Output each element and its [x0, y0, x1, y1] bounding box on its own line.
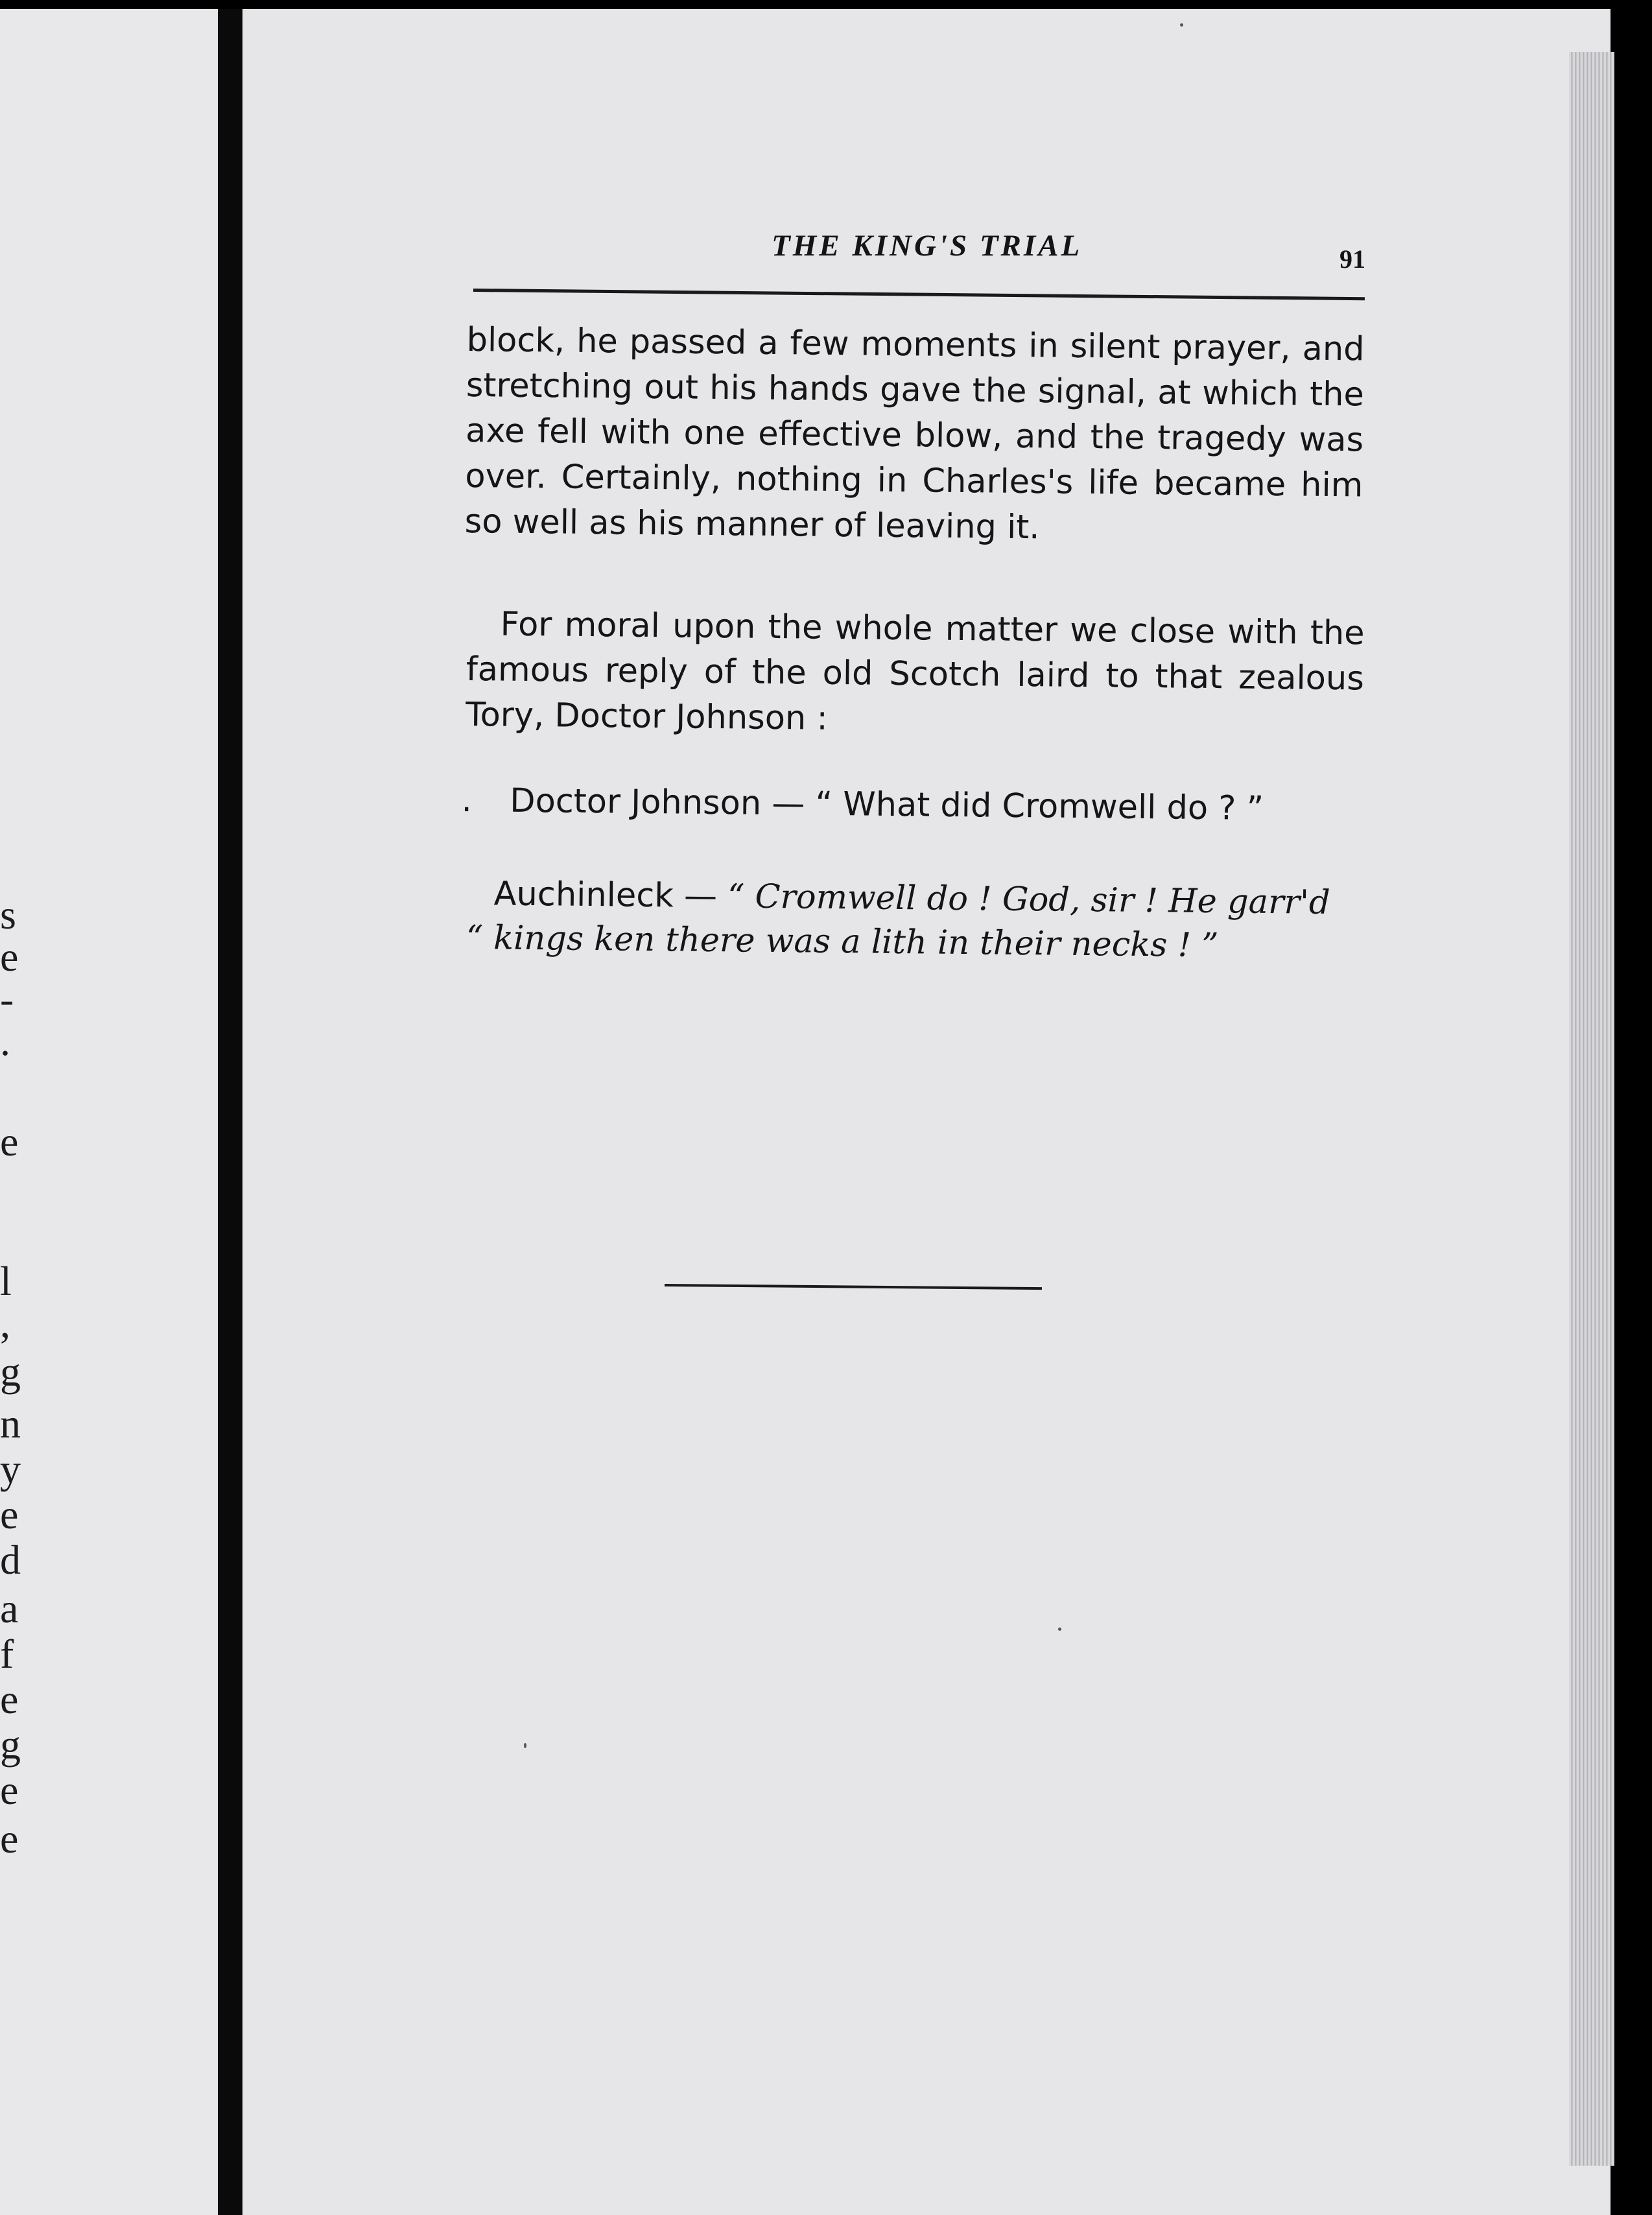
left-page-fragment: e: [0, 1676, 19, 1722]
left-page-fragment: e: [0, 1119, 19, 1165]
left-facing-page: [0, 9, 235, 2215]
page-edges: [1569, 52, 1614, 2166]
left-page-fragment: -: [0, 976, 14, 1022]
left-page-fragment: g: [0, 1722, 21, 1768]
paper-speck: [1180, 23, 1183, 27]
left-page-fragment: f: [0, 1631, 14, 1677]
text-line: stretching out his hands gave the signal, at which the: [466, 366, 1365, 414]
left-page-fragment: g: [0, 1349, 21, 1395]
left-page-fragment: e: [0, 1491, 19, 1537]
dialogue-auchinleck: [466, 872, 1352, 969]
dialogue-marker: .: [461, 781, 473, 820]
paper-speck: [1058, 1628, 1061, 1631]
running-head: THE KING'S TRIAL: [772, 229, 1083, 263]
text-line: famous reply of the old Scotch laird to that zealous: [466, 650, 1365, 698]
dialogue-speech: “ What did Cromwell do ? ”: [815, 785, 1264, 828]
text-line: For moral upon the whole matter we close with the: [500, 605, 1365, 653]
text-line: so well as his manner of leaving it.: [464, 502, 1040, 547]
text-line: over. Certainly, nothing in Charles's life became him: [465, 456, 1363, 505]
paragraph: [466, 602, 1365, 747]
text-line: Tory, Doctor Johnson :: [465, 695, 828, 738]
dialogue-speech: “ kings ken there was a lith in their necks ! ”: [466, 918, 1219, 965]
paper-speck: [524, 1743, 526, 1748]
left-page-fragment: y: [0, 1446, 21, 1492]
dialogue-speech: “ Cromwell do ! God, sir ! He garr'd: [727, 877, 1330, 922]
left-page-fragment: l: [0, 1258, 12, 1304]
dialogue-speaker: Auchinleck —: [493, 875, 718, 916]
text-line: block, he passed a few moments in silent prayer, and: [466, 320, 1365, 369]
left-page-fragment: d: [0, 1537, 21, 1583]
left-page-fragment: n: [0, 1401, 21, 1447]
left-page-fragment: s: [0, 892, 16, 938]
page-number: 91: [1339, 244, 1365, 274]
left-page-fragment: e: [0, 1767, 19, 1813]
left-page-fragment: e: [0, 1816, 19, 1862]
left-page-fragment: .: [0, 1018, 10, 1064]
paragraph: [464, 318, 1365, 554]
left-page-fragment: e: [0, 934, 19, 980]
text-line: axe fell with one effective blow, and the tragedy was: [465, 411, 1364, 460]
dialogue-speaker: Doctor Johnson —: [510, 781, 805, 823]
left-page-fragment: ,: [0, 1300, 10, 1346]
left-page-fragment: a: [0, 1585, 19, 1631]
